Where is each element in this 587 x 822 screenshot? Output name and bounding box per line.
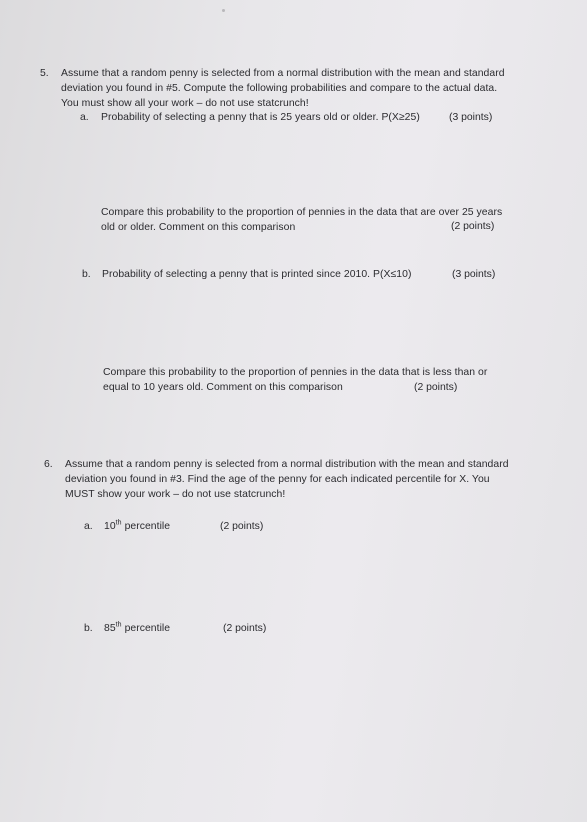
- question-5b-compare-points: (2 points): [414, 382, 458, 393]
- question-5b-compare-line-2: equal to 10 years old. Comment on this comparison: [103, 382, 343, 393]
- question-5-text-line-1: Assume that a random penny is selected from a normal distribution with the mean and standard: [61, 68, 505, 79]
- question-6-text-line-3: MUST show your work – do not use statcrunch!: [65, 489, 286, 500]
- question-6-text-line-1: Assume that a random penny is selected from a normal distribution with the mean and standard: [65, 459, 509, 470]
- question-5a-compare-line-2: old or older. Comment on this comparison: [101, 222, 296, 233]
- question-6b-label: b.: [84, 623, 93, 634]
- question-5-text-line-2: deviation you found in #5. Compute the following probabilities and compare to the actual data.: [61, 83, 498, 94]
- question-6-text-line-2: deviation you found in #3. Find the age of the penny for each indicated percentile for X. You: [65, 474, 490, 485]
- question-6b-percentile: [104, 622, 170, 635]
- question-6b-ordinal-suffix: th: [115, 621, 122, 629]
- question-5b-compare-line-1: Compare this probability to the proportion of pennies in the data that is less than or: [103, 367, 488, 378]
- question-6b-percentile-number: 85: [104, 623, 116, 634]
- question-5-text-line-3: You must show all your work – do not use statcrunch!: [61, 98, 309, 109]
- question-5b-points: (3 points): [452, 269, 496, 280]
- question-6a-label: a.: [84, 521, 93, 532]
- question-5b-label: b.: [82, 269, 91, 280]
- question-5a-compare-line-1: Compare this probability to the proportion of pennies in the data that are over 25 years: [101, 207, 503, 218]
- question-5a-label: a.: [80, 112, 89, 123]
- question-6b-percentile-word: percentile: [124, 623, 171, 634]
- question-5-number: 5.: [40, 68, 49, 79]
- question-6a-percentile-number: 10: [104, 521, 116, 532]
- question-6b-points: (2 points): [223, 623, 267, 634]
- question-5a-compare-points: (2 points): [451, 221, 495, 232]
- question-6a-percentile: [104, 520, 170, 533]
- question-5b-text: Probability of selecting a penny that is printed since 2010. P(X≤10): [102, 269, 412, 280]
- question-6a-points: (2 points): [220, 521, 264, 532]
- question-5a-points: (3 points): [449, 112, 493, 123]
- question-6a-ordinal-suffix: th: [115, 519, 122, 527]
- paper-speck: [222, 9, 225, 12]
- question-5a-text: Probability of selecting a penny that is 25 years old or older. P(X≥25): [101, 112, 420, 123]
- question-6-number: 6.: [44, 459, 53, 470]
- question-6a-percentile-word: percentile: [124, 521, 171, 532]
